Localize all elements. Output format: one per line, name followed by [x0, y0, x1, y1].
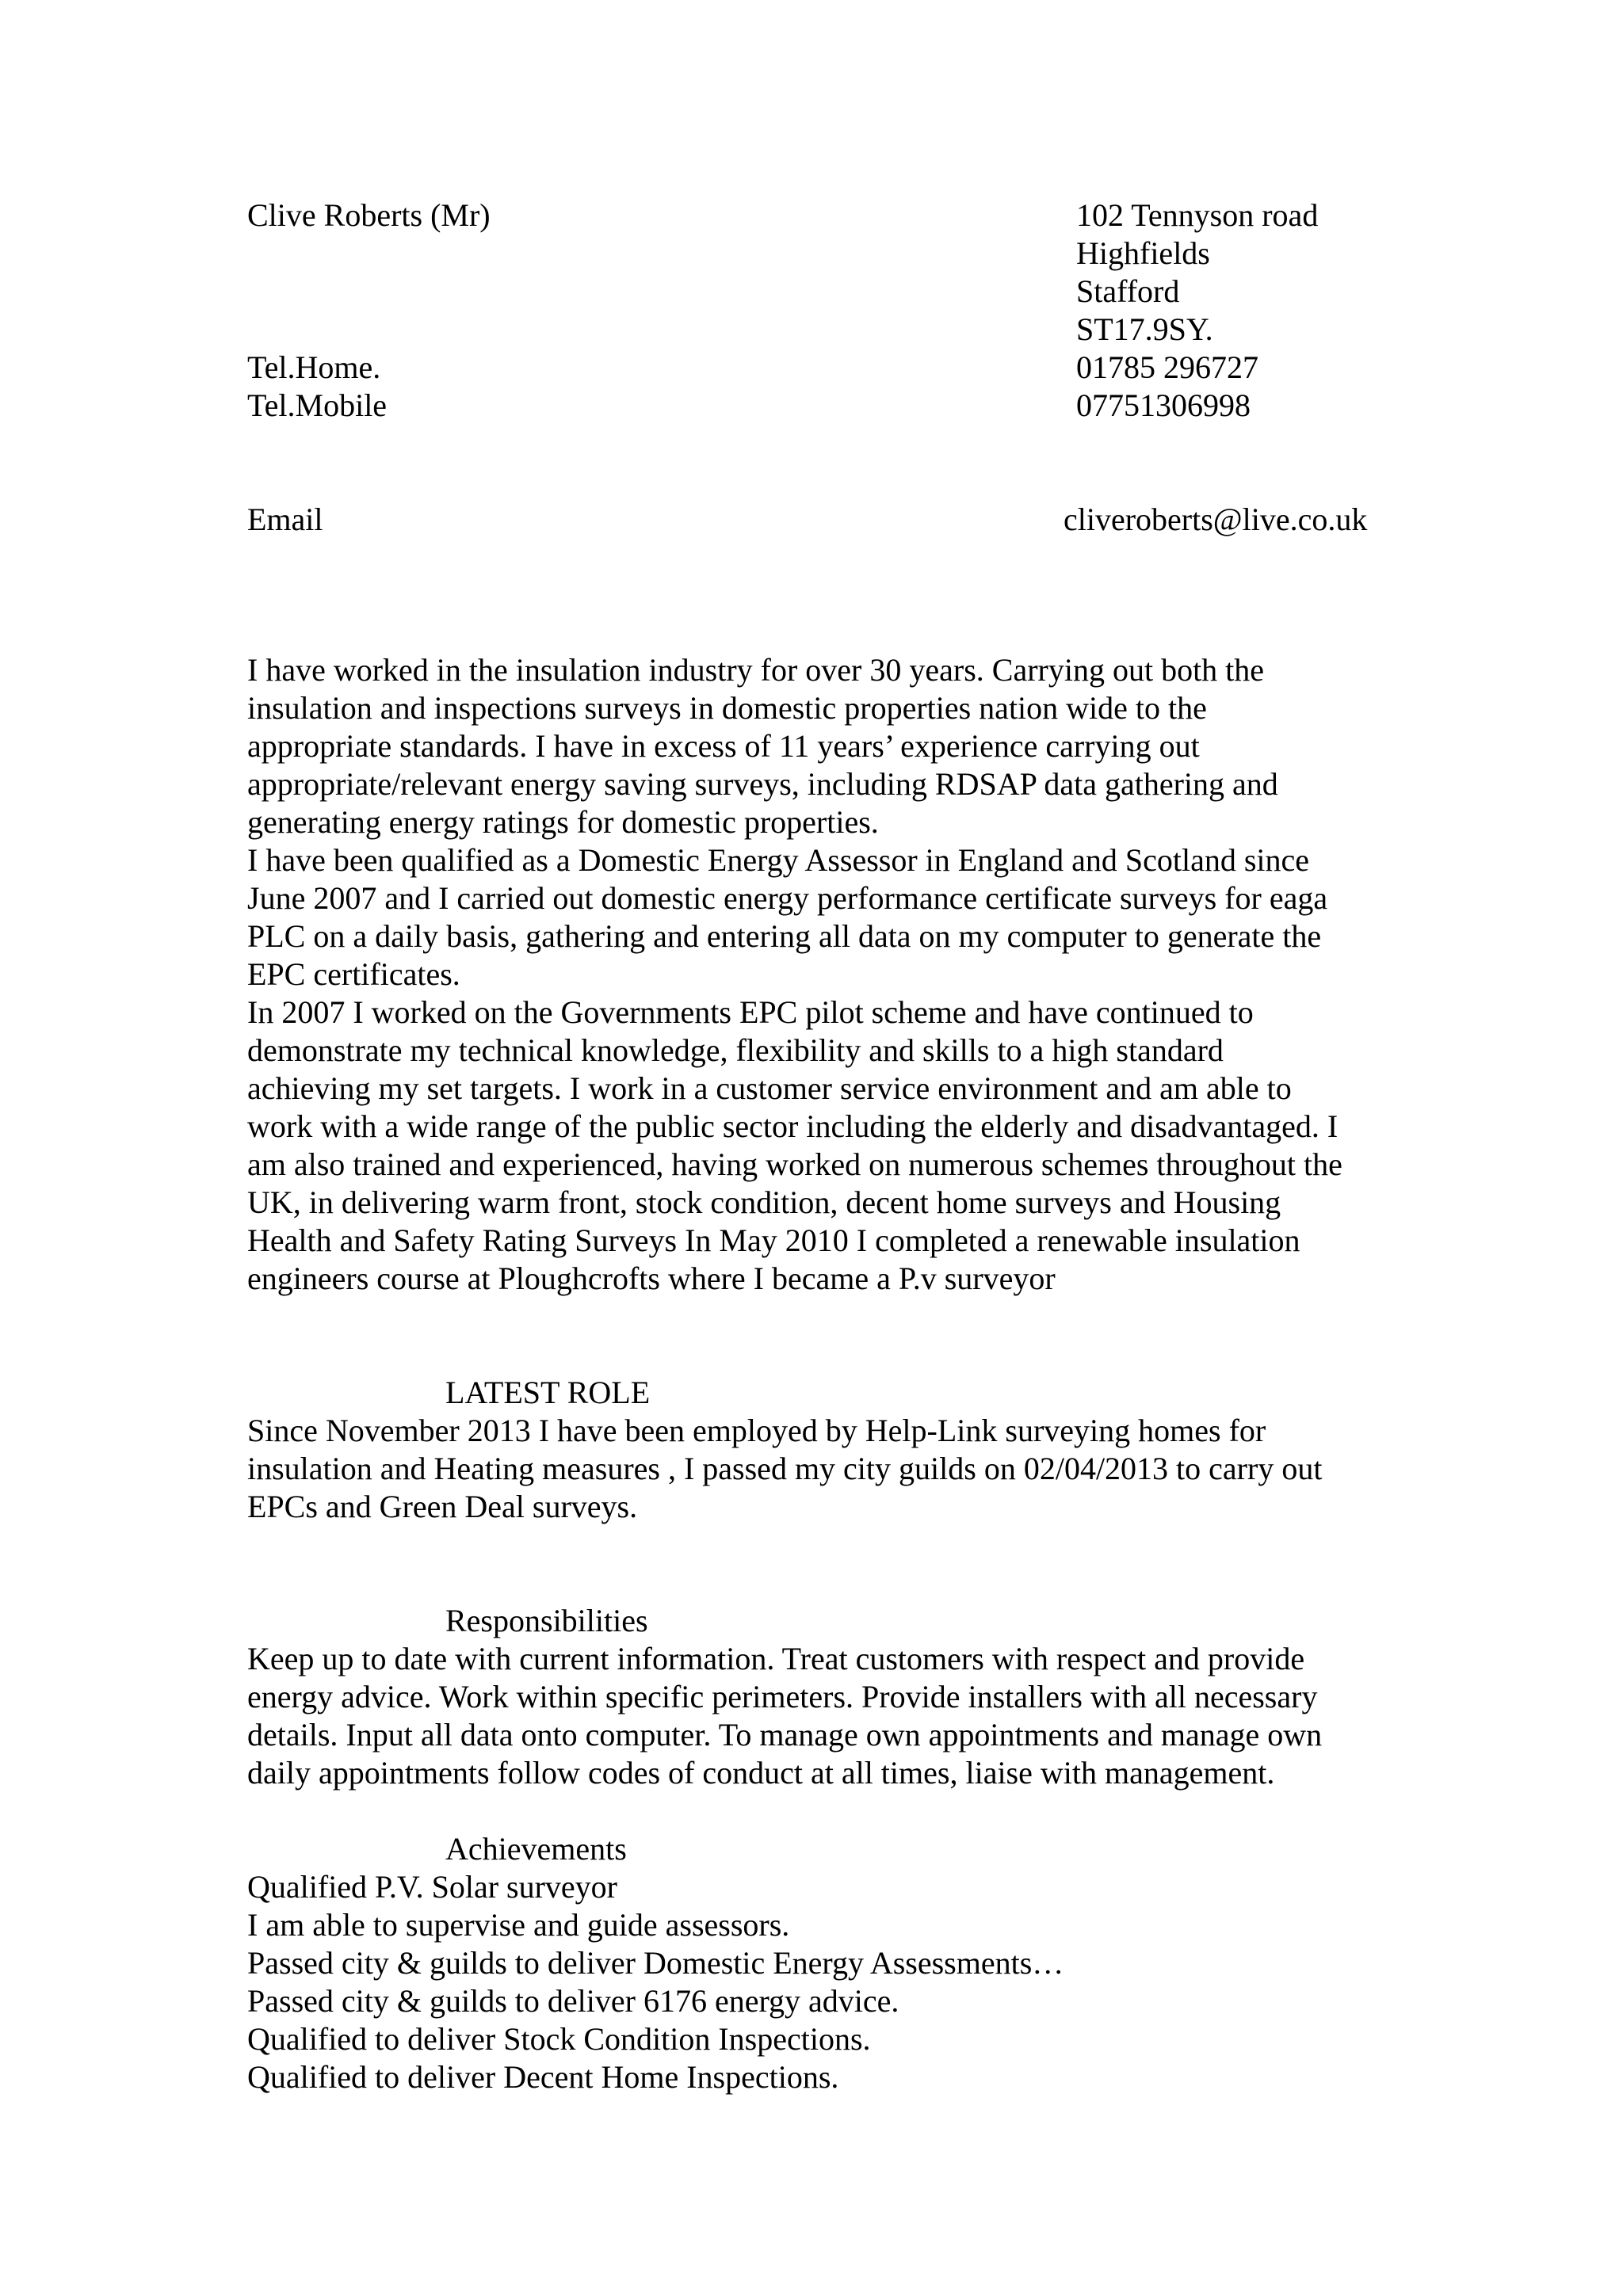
- email-value: cliveroberts@live.co.uk: [1064, 502, 1368, 537]
- summary-line: demonstrate my technical knowledge, flexibility and skills to a high standard: [247, 1032, 1224, 1068]
- responsibilities-heading: Responsibilities: [445, 1603, 648, 1638]
- achievements-list: [247, 1868, 1404, 2096]
- latest-role-line: insulation and Heating measures , I passed my city guilds on 02/04/2013 to carry out: [247, 1451, 1323, 1486]
- summary-line: Health and Safety Rating Surveys In May 2010 I completed a renewable insulation: [247, 1222, 1300, 1258]
- summary-line: June 2007 and I carried out domestic energy performance certificate surveys for eaga: [247, 880, 1328, 916]
- achievement-item: I am able to supervise and guide assessors.: [247, 1907, 790, 1943]
- address-line-2: Highfields: [1076, 235, 1210, 271]
- tel-home-label: Tel.Home.: [247, 349, 381, 385]
- responsibilities-line: details. Input all data onto computer. To manage own appointments and manage own: [247, 1717, 1323, 1753]
- summary-line: engineers course at Ploughcrofts where I became a P.v surveyor: [247, 1261, 1056, 1296]
- summary-line: achieving my set targets. I work in a customer service environment and am able to: [247, 1070, 1292, 1106]
- summary-line: appropriate standards. I have in excess of 11 years’ experience carrying out: [247, 728, 1200, 764]
- summary-line: generating energy ratings for domestic properties.: [247, 804, 879, 840]
- summary-line: appropriate/relevant energy saving surveys, including RDSAP data gathering and: [247, 766, 1278, 802]
- address-line-3: Stafford: [1076, 273, 1180, 309]
- summary-line: I have been qualified as a Domestic Energy Assessor in England and Scotland since: [247, 842, 1310, 878]
- summary-line: insulation and inspections surveys in domestic properties nation wide to the: [247, 690, 1207, 726]
- summary-line: PLC on a daily basis, gathering and entering all data on my computer to generate the: [247, 918, 1322, 954]
- achievement-item: Qualified P.V. Solar surveyor: [247, 1869, 617, 1905]
- latest-role-paragraph: [247, 1412, 1404, 1526]
- summary-line: I have worked in the insulation industry for over 30 years. Carrying out both the: [247, 652, 1265, 688]
- latest-role-heading: LATEST ROLE: [445, 1375, 651, 1410]
- address-line-1: 102 Tennyson road: [1076, 197, 1319, 233]
- responsibilities-line: energy advice. Work within specific perimeters. Provide installers with all necessary: [247, 1679, 1318, 1714]
- summary-line: am also trained and experienced, having worked on numerous schemes throughout the: [247, 1146, 1342, 1182]
- achievement-item: Qualified to deliver Decent Home Inspections.: [247, 2059, 839, 2095]
- tel-mobile-label: Tel.Mobile: [247, 387, 388, 423]
- tel-home-value: 01785 296727: [1076, 349, 1258, 385]
- responsibilities-paragraph: [247, 1640, 1404, 1792]
- summary-line: work with a wide range of the public sector including the elderly and disadvantaged. I: [247, 1108, 1338, 1144]
- applicant-name: Clive Roberts (Mr): [247, 197, 491, 233]
- responsibilities-line: Keep up to date with current information. Treat customers with respect and provide: [247, 1641, 1305, 1676]
- responsibilities-line: daily appointments follow codes of conduct at all times, liaise with management.: [247, 1755, 1275, 1791]
- summary-paragraph: [247, 651, 1404, 1298]
- achievement-item: Qualified to deliver Stock Condition Inspections.: [247, 2021, 871, 2057]
- summary-line: UK, in delivering warm front, stock condition, decent home surveys and Housing: [247, 1184, 1281, 1220]
- tel-mobile-value: 07751306998: [1076, 387, 1251, 423]
- address-line-4: ST17.9SY.: [1076, 311, 1213, 347]
- latest-role-line: EPCs and Green Deal surveys.: [247, 1489, 638, 1524]
- achievements-heading: Achievements: [445, 1831, 627, 1867]
- summary-line: EPC certificates.: [247, 956, 460, 992]
- achievement-item: Passed city & guilds to deliver Domestic Energy Assessments…: [247, 1945, 1064, 1981]
- email-label: Email: [247, 502, 323, 537]
- latest-role-line: Since November 2013 I have been employed by Help-Link surveying homes for: [247, 1413, 1266, 1448]
- summary-line: In 2007 I worked on the Governments EPC pilot scheme and have continued to: [247, 994, 1254, 1030]
- achievement-item: Passed city & guilds to deliver 6176 energy advice.: [247, 1983, 899, 2019]
